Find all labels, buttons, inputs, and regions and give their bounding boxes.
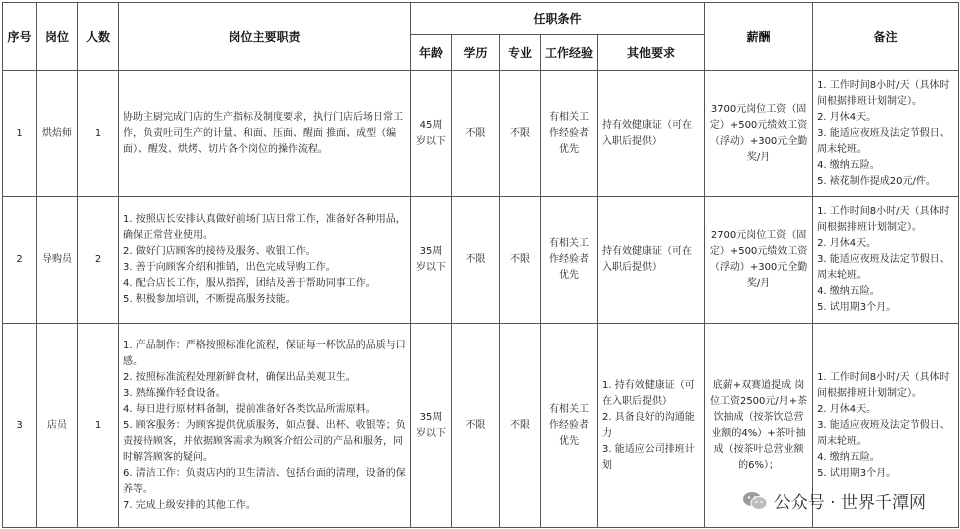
row-duties bbox=[119, 197, 411, 324]
row-count: 1 bbox=[78, 324, 119, 528]
header-salary: 薪酬 bbox=[705, 3, 813, 71]
row-remarks bbox=[813, 197, 959, 324]
row-experience: 有相关工作经验者优先 bbox=[541, 71, 598, 197]
header-other: 其他要求 bbox=[598, 35, 705, 71]
row-education: 不限 bbox=[452, 324, 500, 528]
wechat-icon bbox=[742, 491, 768, 511]
remark-line: 4. 缴纳五险。 bbox=[817, 451, 880, 463]
row-position: 烘焙师 bbox=[37, 71, 78, 197]
duty-line: 4. 每日进行原材料备制，提前准备好各类饮品所需原料。 bbox=[123, 403, 376, 415]
remark-line: 1. 工作时间8小时/天（具体时间根据排班计划制定）。 bbox=[817, 371, 950, 399]
row-count: 2 bbox=[78, 197, 119, 324]
row-duties bbox=[119, 71, 411, 197]
row-seq: 1 bbox=[3, 71, 37, 197]
duty-line: 3. 善于向顾客介绍和推销，出色完成导购工作。 bbox=[123, 262, 336, 273]
header-experience: 工作经验 bbox=[541, 35, 598, 71]
table-row bbox=[3, 71, 959, 197]
row-education: 不限 bbox=[452, 71, 500, 197]
row-major: 不限 bbox=[500, 197, 541, 324]
table-row bbox=[3, 197, 959, 324]
duty-line: 5. 顾客服务：为顾客提供优质服务，如点餐、出杯、收银等；负责接待顾客，并依据顾客需求为顾客介绍公司的产品和服务，同时解答顾客的疑问。 bbox=[123, 419, 406, 463]
header-requirements: 任职条件 bbox=[411, 3, 705, 35]
row-count: 1 bbox=[78, 71, 119, 197]
row-major: 不限 bbox=[500, 71, 541, 197]
remark-line: 3. 能适应夜班及法定节假日、周末轮班。 bbox=[817, 127, 950, 155]
row-position: 导购员 bbox=[37, 197, 78, 324]
row-salary: 2700元岗位工资（固定）+500元绩效工资（浮动）+300元全勤奖/月 bbox=[705, 197, 813, 324]
row-other: 持有效健康证（可在入职后提供） bbox=[598, 197, 705, 324]
row-duties bbox=[119, 324, 411, 528]
remark-line: 3. 能适应夜班及法定节假日、周末轮班。 bbox=[817, 254, 950, 281]
row-age: 35周岁以下 bbox=[411, 324, 452, 528]
row-salary: 底薪+双赛道提成 岗位工资2500元/月+茶饮抽成（按茶饮总营业额的4%）+茶叶抽成（按茶叶总营业额的6%）； bbox=[705, 324, 813, 528]
watermark-text: 公众号 · 世界千潭网 bbox=[773, 493, 926, 513]
row-other: 1. 持有效健康证（可在入职后提供） 2. 具备良好的沟通能力 3. 能适应公司排班计划 bbox=[598, 324, 705, 528]
row-age: 45周岁以下 bbox=[411, 71, 452, 197]
row-age: 35周岁以下 bbox=[411, 197, 452, 324]
header-count: 人数 bbox=[78, 3, 119, 71]
header-duties: 岗位主要职责 bbox=[119, 3, 411, 71]
remark-line: 2. 月休4天。 bbox=[817, 111, 877, 123]
duty-line: 5. 积极参加培训，不断提高服务技能。 bbox=[123, 294, 296, 305]
remark-line: 5. 试用期3个月。 bbox=[817, 302, 897, 313]
row-remarks bbox=[813, 71, 959, 197]
row-education: 不限 bbox=[452, 197, 500, 324]
duty-line: 2. 做好门店顾客的接待及服务、收银工作。 bbox=[123, 246, 316, 257]
row-other: 持有效健康证（可在入职后提供） bbox=[598, 71, 705, 197]
header-position: 岗位 bbox=[37, 3, 78, 71]
row-seq: 3 bbox=[3, 324, 37, 528]
duty-line: 2. 按照标准流程处理新鲜食材，确保出品美观卫生。 bbox=[123, 371, 356, 383]
duty-line: 4. 配合店长工作，服从指挥，团结及善于帮助同事工作。 bbox=[123, 278, 376, 289]
header-seq: 序号 bbox=[3, 3, 37, 71]
remark-line: 3. 能适应夜班及法定节假日、周末轮班。 bbox=[817, 419, 950, 447]
job-table bbox=[2, 2, 959, 528]
remark-line: 2. 月休4天。 bbox=[817, 238, 877, 249]
header-major: 专业 bbox=[500, 35, 541, 71]
duty-line: 协助主厨完成门店的生产指标及制度要求，执行门店后场日常工作，负责吐司生产的计量、和面、压面、醒面 推面、成型（编面）、醒发、烘烤、切片各个岗位的操作流程。 bbox=[123, 111, 403, 155]
row-position: 店员 bbox=[37, 324, 78, 528]
row-seq: 2 bbox=[3, 197, 37, 324]
remark-line: 2. 月休4天。 bbox=[817, 403, 877, 415]
remark-line: 1. 工作时间8小时/天（具体时间根据排班计划制定）。 bbox=[817, 79, 950, 107]
row-experience: 有相关工作经验者优先 bbox=[541, 324, 598, 528]
duty-line: 1. 按照店长安排认真做好前场门店日常工作，准备好各种用品，确保正常营业使用。 bbox=[123, 214, 406, 241]
duty-line: 7. 完成上级安排的其他工作。 bbox=[123, 499, 256, 511]
watermark bbox=[742, 488, 926, 513]
row-salary: 3700元岗位工资（固定）+500元绩效工资（浮动）+300元全勤奖/月 bbox=[705, 71, 813, 197]
remark-line: 4. 缴纳五险。 bbox=[817, 159, 880, 171]
remark-line: 1. 工作时间8小时/天（具体时间根据排班计划制定）。 bbox=[817, 206, 950, 233]
remark-line: 4. 缴纳五险。 bbox=[817, 286, 880, 297]
duty-line: 6. 清洁工作：负责店内的卫生清洁、包括台面的清理，设备的保养等。 bbox=[123, 467, 406, 495]
row-experience: 有相关工作经验者优先 bbox=[541, 197, 598, 324]
duty-line: 3. 熟练操作轻食设备。 bbox=[123, 387, 226, 399]
header-age: 年龄 bbox=[411, 35, 452, 71]
remark-line: 5. 试用期3个月。 bbox=[817, 467, 897, 479]
header-remarks: 备注 bbox=[813, 3, 959, 71]
duty-line: 1. 产品制作：严格按照标准化流程，保证每一杯饮品的品质与口感。 bbox=[123, 339, 406, 367]
row-major: 不限 bbox=[500, 324, 541, 528]
remark-line: 5. 裱花制作提成20元/件。 bbox=[817, 175, 936, 187]
header-education: 学历 bbox=[452, 35, 500, 71]
